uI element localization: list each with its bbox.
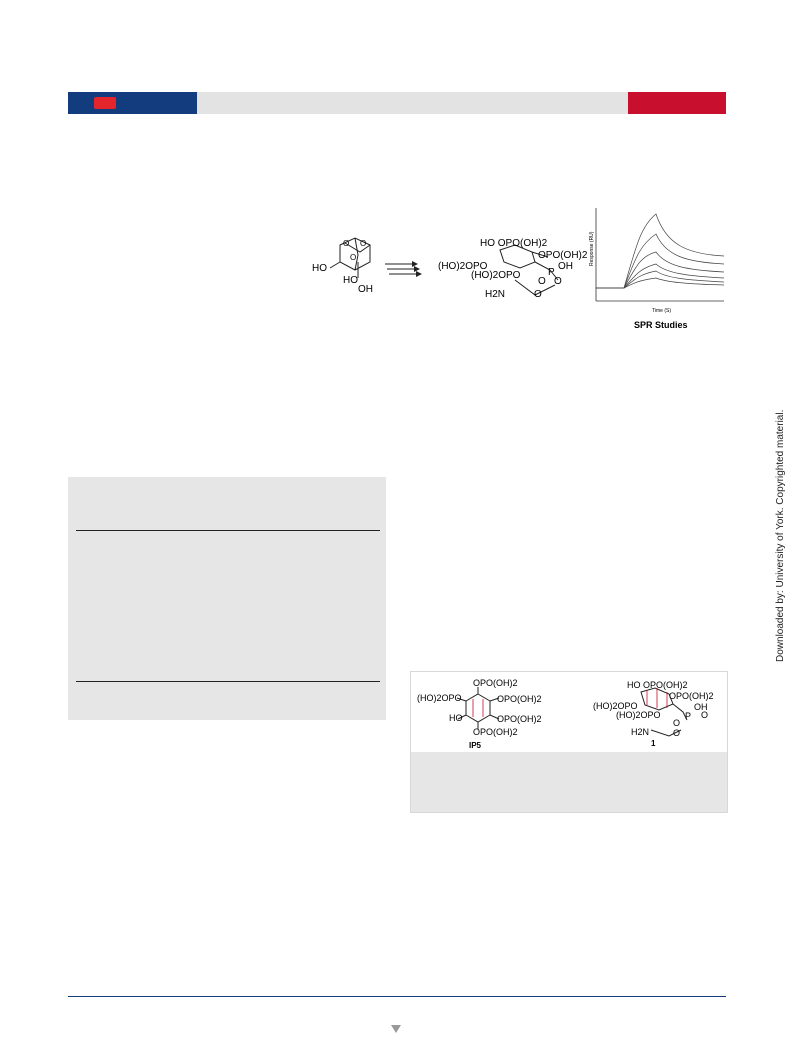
chem-label: HO OPO(OH)2 bbox=[480, 238, 548, 249]
chem-label: HO bbox=[449, 713, 463, 723]
svg-text:O: O bbox=[343, 239, 350, 248]
header-section-tag bbox=[628, 92, 726, 114]
spr-axis-label: Time (S) bbox=[652, 308, 671, 314]
chem-label: O bbox=[534, 289, 542, 300]
chem-label: OH bbox=[694, 702, 708, 712]
chem-label: (HO)2OPO bbox=[438, 261, 488, 272]
footer-rule bbox=[68, 996, 726, 997]
spr-title: SPR Studies bbox=[634, 320, 688, 330]
figure-structures bbox=[411, 672, 727, 752]
chem-label: HO bbox=[343, 275, 358, 286]
chem-label: O bbox=[538, 276, 546, 287]
header-title-bar bbox=[197, 92, 628, 114]
ip5-structure bbox=[457, 687, 499, 729]
chem-label: H2N bbox=[485, 289, 506, 300]
chem-label: O bbox=[701, 710, 709, 720]
chem-label: OH bbox=[558, 261, 573, 272]
chem-label: O bbox=[673, 718, 681, 728]
chem-label: OH bbox=[358, 284, 373, 295]
graphical-abstract bbox=[300, 200, 730, 340]
svg-text:O: O bbox=[350, 253, 357, 262]
chem-label: P bbox=[548, 267, 555, 278]
chem-label: (HO)2OPO bbox=[417, 693, 462, 703]
chem-label: O bbox=[673, 728, 681, 738]
chem-label: (HO)2OPO bbox=[471, 270, 521, 281]
chem-label: OPO(OH)2 bbox=[497, 714, 542, 724]
chem-label: H2N bbox=[631, 727, 650, 737]
svg-text:O: O bbox=[360, 239, 367, 248]
figure-panel bbox=[410, 671, 728, 813]
spr-plot bbox=[589, 208, 724, 330]
chem-label: OPO(OH)2 bbox=[669, 691, 714, 701]
chem-label: (HO)2OPO bbox=[616, 710, 661, 720]
compound-name: IP5 bbox=[469, 741, 482, 750]
table-panel bbox=[68, 477, 386, 720]
chem-label: OPO(OH)2 bbox=[538, 250, 588, 261]
chem-label: P bbox=[685, 711, 692, 721]
chem-label: OPO(OH)2 bbox=[473, 727, 518, 737]
spr-axis-label: Response (RU) bbox=[589, 231, 595, 266]
chem-label: HO bbox=[312, 263, 327, 274]
chem-label: HO OPO(OH)2 bbox=[627, 680, 688, 690]
watermark-text: Downloaded by: University of York. Copyrighted material. bbox=[775, 409, 786, 662]
compound-name: 1 bbox=[651, 739, 656, 748]
chem-label: OPO(OH)2 bbox=[497, 694, 542, 704]
chem-label: OPO(OH)2 bbox=[473, 678, 518, 688]
chem-label: (HO)2OPO bbox=[593, 701, 638, 711]
chem-label: O bbox=[554, 276, 562, 287]
table-top-rule bbox=[76, 530, 380, 531]
reaction-arrow bbox=[385, 264, 416, 274]
table-bottom-rule bbox=[76, 681, 380, 682]
page-down-icon[interactable] bbox=[391, 1025, 401, 1033]
figure-caption-box bbox=[411, 752, 727, 812]
journal-header-band bbox=[68, 92, 197, 114]
journal-logo-badge bbox=[94, 97, 116, 109]
